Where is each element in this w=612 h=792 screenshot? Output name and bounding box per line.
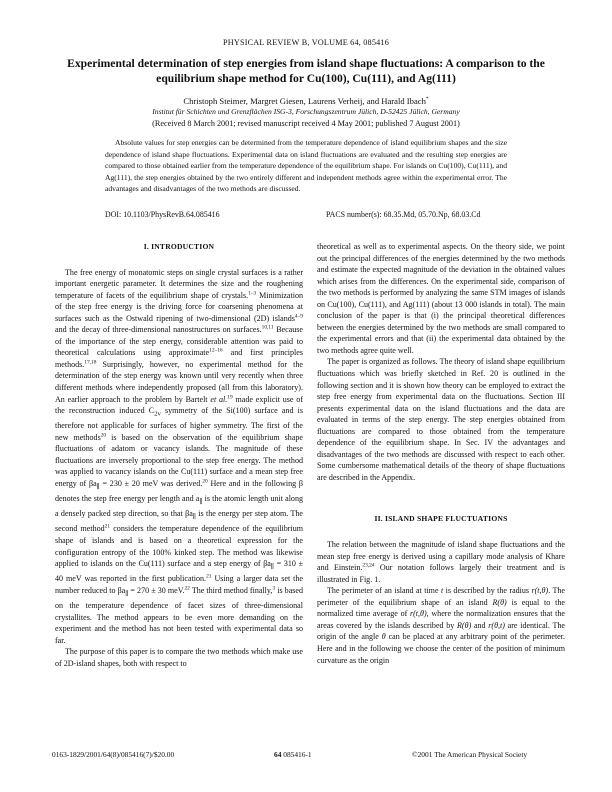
citation[interactable]: 12–16 bbox=[209, 347, 223, 354]
citation[interactable]: 21 bbox=[104, 523, 111, 530]
citation[interactable]: 10,11 bbox=[261, 324, 274, 331]
footer-issn: 0163-1829/2001/64(8)/085416(7)/$20.00 bbox=[52, 750, 175, 759]
title-line-1: Experimental determination of step energies from island shape fluctuations: A comparison to the bbox=[67, 57, 545, 70]
footer-page: 085416-1 bbox=[283, 750, 312, 759]
title-line-2: equilibrium shape method for Cu(100), Cu(111), and Ag(111) bbox=[156, 72, 456, 85]
right-column bbox=[317, 241, 565, 666]
citation[interactable]: 23,24 bbox=[362, 562, 375, 569]
left-column bbox=[55, 241, 303, 669]
citation[interactable]: 21 bbox=[206, 573, 212, 580]
author-list bbox=[0, 96, 612, 107]
intro-paragraph-1: The free energy of monatomic steps on single crystal surfaces is a rather important energetic parameter. It determines the size and the roughening temperature of facets of the equilibrium shape of crystals.$^{1-3}$ Minimization of the step free energy is the driving force for coarsening phenomena at surfaces such as the Ostwald ripening of two-dimensional (2D) islands$^{4-9}$ and the decay of three-dimensional nanostructures on surfaces.$^{10,11}$ Because of the importance of the step energy, considerable attention was paid to theoretical calculations using approximate$^{12-16}$ and first principles methods.$^{17,18}$ Surprisingly, however, no experimental method for the determination of the step energy was known until very recently when three different methods where independently proposed (all from this laboratory). An earlier approach to the problem by Bartelt et al.$^{19}$ made explicit use of the reconstruction induced $C_{2v}$ symmetry of the Si(100) surface and is therefore not applicable for surfaces of higher symmetry. The first of the new methods$^{20}$ is based on the observation of the equilibrium shape fluctuations of adatom or vacancy islands. The magnitude of these fluctuations are inversely proportional to the step free energy. The method was applied to vacancy islands on the Cu(111) surface and a mean step free energy of $\beta a_\parallel = 230 \pm 20$ meV was derived.$^{20}$ Here and in the following β denotes the step free energy per length and $a_\parallel$ is the atomic length unit along a densely packed step direction, so that $\beta a_\parallel$ is the energy per step atom. The second method$^{21}$ considers the temperature dependence of the equilibrium shape of islands and is based on a theoretical expression for the configuration entropy of the 100% kinked step. The method was likewise applied to islands on the Cu(111) surface and a step energy of $\beta a_\parallel = 310 \pm 40$ meV was reported in the first publication.$^{21}$ Using a larger data set the number reduced to $\beta a_\parallel = 270 \pm 30$ meV.$^{22}$ The third method finally,$^3$ is based on the temperature dependence of facet sizes of three-dimensional crystallites. The method appears to be even more demanding on the experiment and the method has not been tested with experimental data so far. bbox=[55, 267, 304, 645]
article-title bbox=[40, 56, 572, 86]
citation[interactable]: 20 bbox=[202, 478, 208, 485]
doi[interactable]: DOI: 10.1103/PhysRevB.64.085416 bbox=[105, 210, 220, 219]
pacs-numbers: PACS number(s): 68.35.Md, 05.70.Np, 68.03.Cd bbox=[326, 210, 481, 219]
footer-volume: 64 bbox=[274, 750, 282, 759]
citation[interactable]: 1–3 bbox=[248, 289, 257, 296]
citation[interactable]: 22 bbox=[184, 585, 190, 592]
authors: Christoph Steimer, Margret Giesen, Laurens Verheij, and Harald Ibach bbox=[183, 96, 426, 106]
footer-copyright: ©2001 The American Physical Society bbox=[412, 750, 528, 759]
footer-page-number bbox=[274, 750, 312, 759]
citation[interactable]: 19 bbox=[227, 393, 233, 400]
citation[interactable]: 20 bbox=[100, 432, 107, 439]
abstract: Absolute values for step energies can be determined from the temperature dependence of island equilibrium shapes and the size dependence of island shape fluctuations. Experimental data on island fluctuations are evaluated and the resulting step energies are compared to those obtained earlier from the temperature dependence of the equilibrium shape. For islands on Cu(100), Cu(111), and Ag(111), the step energies obtained by the two entirely different and independent methods agree within the experimental error. The advantages and disadvantages of the two methods are discussed. bbox=[105, 138, 507, 194]
intro-paragraph-3: The paper is organized as follows. The theory of island shape equilibrium fluctuations which was briefly sketched in Ref. 20 is outlined in the following section and it is shown how theory can be employed to extract the step free energy from experimental data on the fluctuations. Section III presents experimental data on the island fluctuations and the data are evaluated in terms of the step energy. The step energies obtained from fluctuations are compared to those obtained from the temperature dependence of the equilibrium shape. In Sec. IV the advantages and disadvantages of the two methods are discussed with respect to each other. Some cumbersome mathematical details of the theory of shape fluctuations are described in the Appendix. bbox=[317, 357, 565, 482]
received-dates: (Received 8 March 2001; revised manuscript received 4 May 2001; published 7 August 2001) bbox=[152, 119, 460, 128]
citation[interactable]: 3 bbox=[272, 585, 276, 592]
intro-paragraph-2-start: The purpose of this paper is to compare the two methods which make use of 2D-island shapes, both with respect to bbox=[55, 647, 303, 668]
intro-paragraph-2-continued: theoretical as well as to experimental aspects. On the theory side, we point out the principal differences of the energies determined by the two methods and estimate the expected magnitude of the deviation in the obtained values which arises from the differences. On the experimental side, comparison of the two methods is performed by analyzing the same STM images of islands on Cu(100), Cu(111), and Ag(111) (about 13 000 islands in total). The main conclusion of the paper is that (i) the principal theoretical differences between the energies determined by the two methods are small compared to the experimental errors and that (ii) the experimental data obtained by the two methods agree quite well. bbox=[317, 242, 565, 355]
running-head: PHYSICAL REVIEW B, VOLUME 64, 085416 bbox=[222, 38, 390, 47]
author-footnote-mark: * bbox=[425, 96, 429, 103]
section-heading-island-shape-fluctuations: II. ISLAND SHAPE FLUCTUATIONS bbox=[374, 514, 508, 524]
section-heading-introduction: I. INTRODUCTION bbox=[143, 242, 215, 251]
sec2-paragraph-2: The perimeter of an island at time t is described by the radius r(t,θ). The perimeter of the equilibrium shape of an island R(θ) is equal to the normalized time average of r(t,θ), where the normalization ensures that the areas covered by the islands described by R(θ) and r(θ,t) are identical. The origin of the angle θ can be placed at any arbitrary point of the perimeter. Here and in the following we choose the center of the position of minimum curvature as the origin bbox=[317, 586, 566, 665]
sec2-paragraph-1: The relation between the magnitude of island shape fluctuations and the mean step free energy is derived using a capillary mode analysis of Khare and Einstein.$^{23,24}$ Our notation follows largely their treatment and is illustrated in Fig. 1. bbox=[317, 540, 566, 584]
citation[interactable]: 17,18 bbox=[84, 359, 97, 366]
affiliation: Institut für Schichten und Grenzflächen ISG-3, Forschungszentrum Jülich, D-52425 Jülich, Germany bbox=[152, 107, 460, 116]
citation[interactable]: 4–9 bbox=[294, 313, 303, 320]
